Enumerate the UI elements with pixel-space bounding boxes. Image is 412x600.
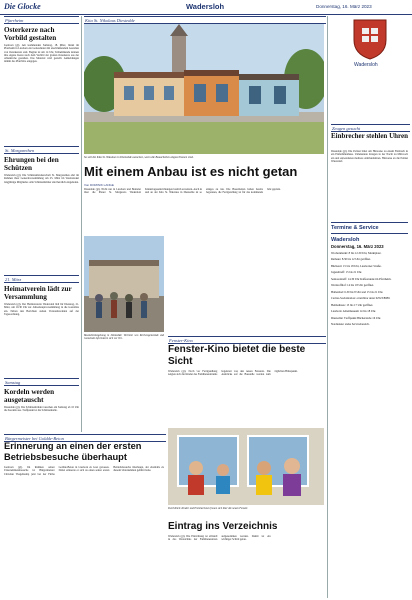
headline: Heimatverein lädt zur Versammlung	[4, 285, 72, 301]
photo-caption: So soll die Kita St. Nikolaus in Diestedde aussehen, wenn die Bauarbeiten abgeschlossen sind.	[84, 156, 194, 159]
article-text: Wadersloh (gl). Der Heimatverein Wadersloh lädt für Dienstag, 21. März, um 19.30 Uhr zur Jahreshauptversammlung in die Gaststätte ein. Neben den Berichten stehen Vorstandswahlen auf der Tagesordnung.	[4, 303, 79, 316]
article-text: Wadersloh (gl). Noch vor Fertigstellung zeigten sich die Kinder des Familienzentrums begeistert von den neuen Fenstern. Die Ausblicke auf die Baustelle werden zum täglichen Höhepunkt.	[168, 370, 298, 377]
service-item: Caritas-Sozialstation: erreichbar unter 02523/8080.	[331, 296, 391, 301]
kita-rendering-photo	[84, 24, 324, 154]
construction-photo	[84, 236, 164, 332]
photo-caption: Baustellenbegehung in Diestedde: Vertreter von Kirchengemeinde und Gemeinde informieren sich vor Ort.	[84, 334, 164, 341]
page-header	[0, 0, 412, 15]
town-crest	[352, 18, 388, 60]
column-rule	[81, 16, 82, 432]
article-text: Diestedde (gl). Die Schützenbrüder tauschen am Samstag ab 10 Uhr die Kordeln aus. Treffpunkt ist die Schützenhalle.	[4, 406, 79, 413]
article-text: Liesborn (gl). Im Rahmen seiner Unternehmensbesuche ist Bürgermeister Christian Thegelkamp jetzt bei der Firma Goldde-Beton in Liesborn zu Gast gewesen. Dabei erinnerte er sich an einen seiner ersten Betriebsbesuche überhaupt, der ebenfalls zu diesem Unternehmen geführt hatte.	[4, 466, 164, 476]
box-place: Wadersloh	[331, 236, 360, 243]
service-item: Hallenbad: 6.30 bis 8 Uhr und 15 bis 21 Uhr.	[331, 289, 384, 294]
kicker: 21. März	[4, 275, 79, 283]
kicker: Samstag	[4, 378, 79, 386]
column-rule	[327, 16, 328, 598]
newspaper-logo: Die Glocke	[4, 2, 41, 11]
article-text: Wadersloh (gl). Die Einrichtung ist offiziell in das Verzeichnis der Familienzentren aufgenommen worden. Damit ist ein wichtiger Schritt getan.	[168, 535, 271, 542]
service-item: Wochenmarkt: 8 bis 12.30 Uhr, Marktplatz.	[331, 250, 382, 255]
kicker: St. Margarethen	[4, 146, 79, 154]
service-item: Diestedde: Treffpunkt Bücherstube 16 Uhr.	[331, 315, 381, 320]
byline: Von DOMINIK LANGE	[84, 183, 114, 187]
service-item: Heimathaus: 15 bis 17 Uhr geöffnet.	[331, 302, 374, 307]
box-date: Donnerstag, 16. März 2023	[331, 243, 384, 249]
headline: Kordeln werden ausgetauscht	[4, 388, 55, 404]
service-item: Wertstoffhof: 14 bis 18 Uhr geöffnet.	[331, 283, 375, 288]
service-item: Jugendtreff: 15 bis 21 Uhr.	[331, 270, 363, 275]
window-kids-photo	[168, 428, 324, 505]
article-text: Diestedde (gl). Die Polizei bittet um Hinweise zu einem Einbruch in ein Einfamilienhaus. Unbekannte drangen in der Nacht zu Mittwoch ein und entwendeten mehrere Armbanduhren. Hinweise an die Polizei Warendorf.	[331, 150, 408, 163]
crest-label: Wadersloh	[354, 62, 378, 68]
main-headline: Mit einem Anbau ist es nicht getan	[84, 164, 298, 179]
service-item: Rathaus: 8.30 bis 12 Uhr geöffnet.	[331, 257, 371, 262]
photo-caption: Durchblick: Kinder und Erzieherinnen freuen sich über die neuen Fenster.	[168, 507, 248, 510]
left-column	[4, 16, 79, 433]
headline: Einbrecher stehlen Uhren	[331, 132, 409, 140]
kicker: Pfarrheim	[4, 16, 79, 24]
headline: Eintrag ins Verzeichnis	[168, 521, 278, 532]
service-item: Liesborn: Abteimuseum 14 bis 18 Uhr.	[331, 309, 376, 314]
service-item: Seniorentreff: 14.30 Uhr Kaffeerunde im Pfarrheim.	[331, 276, 392, 281]
service-list	[331, 252, 408, 327]
box-title: Termine & Service	[331, 223, 408, 234]
issue-date: Donnerstag, 16. März 2023	[316, 4, 372, 9]
article-text: Wadersloh (gl). Die Schützenbruderschaft St. Margarethen ehrt im Rahmen ihrer Generalversammlung am 25. März im Vereinslokal langjährige Mitglieder. Alle Schützenbrüder sind herzlich eingeladen.	[4, 174, 79, 184]
headline: Ehrungen bei den Schützen	[4, 156, 59, 172]
headline: Erinnerung an einen der ersten Betriebsbesuche überhaupt	[4, 441, 142, 462]
kicker: Zeugen gesucht	[331, 124, 410, 132]
article-text: Liesborn (gl). Am kommenden Samstag, 18. März, findet im Pfarrheim in Liesborn ein Gottesdienst mit anschließendem Gestalten von Osterkerzen statt. Beginn ist um 14 Uhr. Teilnehmende können ihre eigene Kerze nach dem Vorbild der großen Osterkerze aus der Abteikirche gestalten. Das Material wird gestellt. Anmeldungen nimmt das Pfarrbüro entgegen.	[4, 44, 79, 64]
kicker: Bürgermeister bei Goldde-Beton	[4, 434, 166, 442]
kicker: Kita St. Nikolaus Diestedde	[84, 16, 326, 24]
headline: Fenster-Kino bietet die beste Sicht	[168, 344, 306, 367]
kicker: Fenster-Kino	[168, 336, 326, 344]
service-item: Notdienste: siehe Servicebereich.	[331, 322, 370, 327]
headline: Osterkerze nach Vorbild gestalten	[4, 26, 57, 42]
section-title: Wadersloh	[186, 2, 225, 11]
article-text: Diestedde (gl). Nicht nur in Liesborn und Benteler lässt die Planer St. Margareta Wadersloh Kindertageseinrichtungen baulich erweitern. Auch in und an der Kita St. Nikolaus in Diestedde ist so einiges zu tun. Die Bauarbeiten haben bereits begonnen, die Fertigstellung ist für das kommende Jahr geplant.	[84, 188, 281, 195]
service-item: Bücherei: 15 bis 18 Uhr, Liesborner Straße.	[331, 263, 382, 268]
service-box	[331, 222, 408, 596]
